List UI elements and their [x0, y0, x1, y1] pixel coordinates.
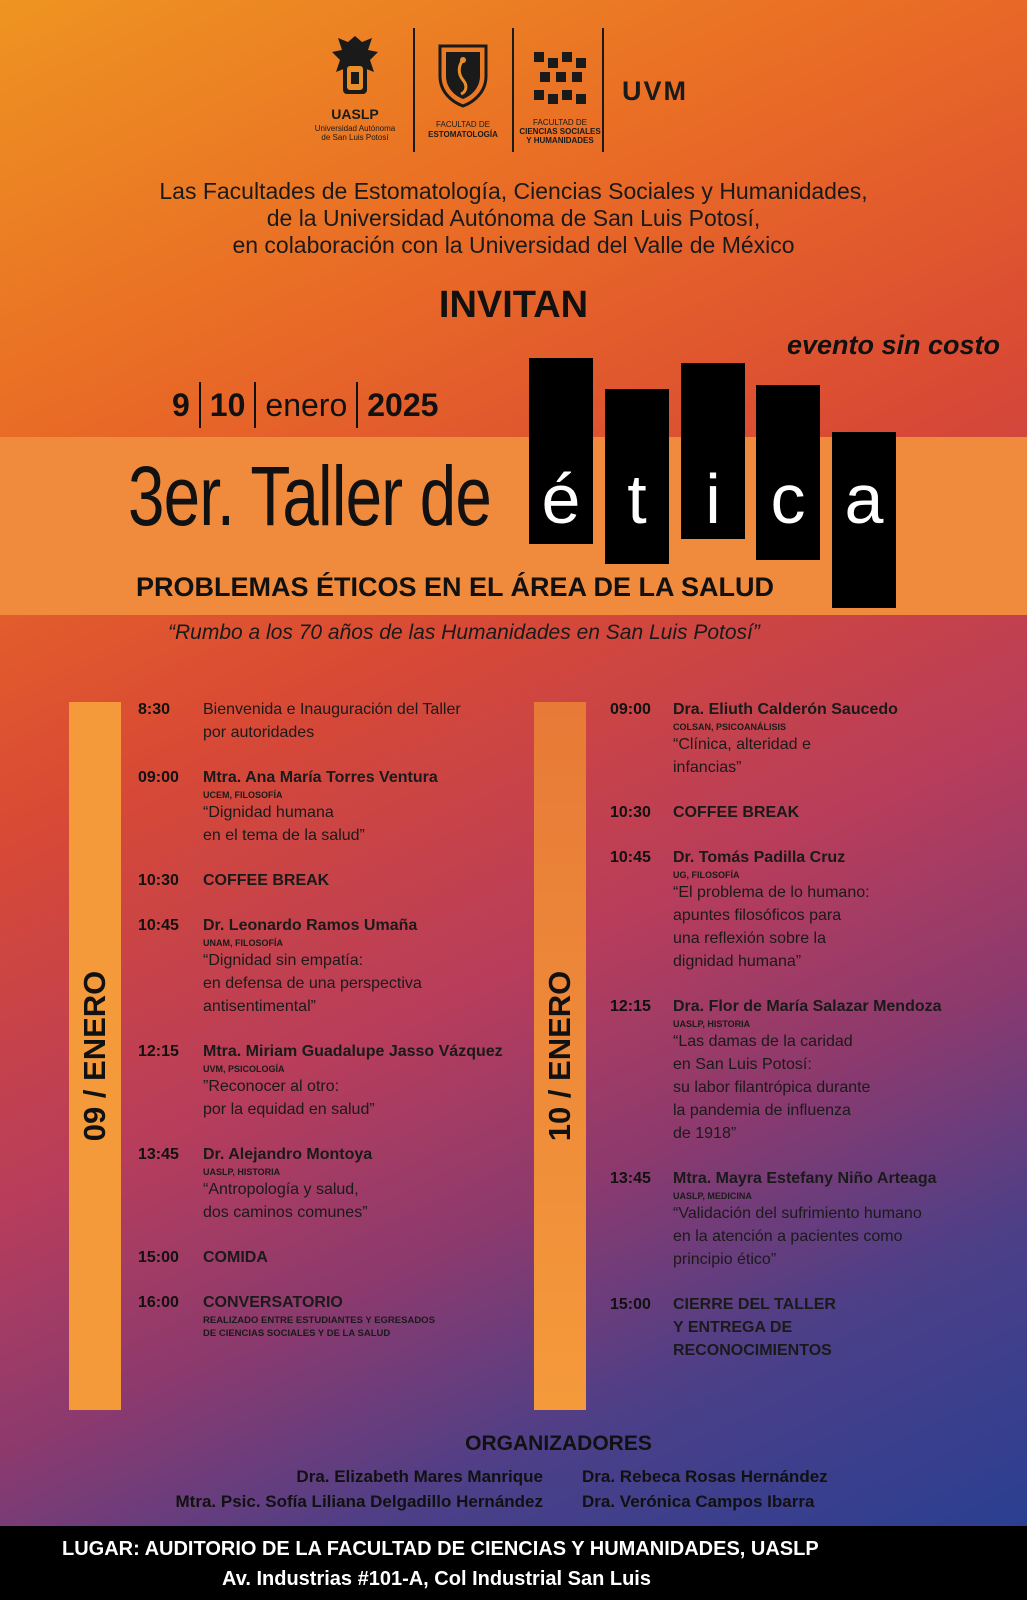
talk-title: la pandemia de influenza — [673, 1102, 851, 1119]
schedule-closing: RECONOCIMIENTOS — [673, 1342, 832, 1359]
uaslp-name: UASLP — [331, 106, 379, 122]
schedule-time: 12:15 — [610, 998, 651, 1015]
logos-row — [0, 24, 1027, 154]
csh-label-3: Y HUMANIDADES — [526, 136, 594, 145]
talk-title: “Clínica, alteridad e — [673, 736, 811, 753]
intro-line-3: en colaboración con la Universidad del Valle de México — [232, 232, 795, 258]
speaker-affiliation: COLSAN, PSICOANÁLISIS — [673, 722, 787, 732]
talk-title: ”Reconocer al otro: — [203, 1078, 340, 1095]
talk-title: en defensa de una perspectiva — [203, 975, 422, 992]
schedule-time: 8:30 — [138, 701, 171, 718]
title-letter-block — [832, 432, 896, 608]
schedule-closing: CIERRE DEL TALLER — [673, 1296, 836, 1313]
csh-label-1: FACULTAD DE — [533, 118, 587, 127]
talk-title: “Las damas de la caridad — [673, 1033, 853, 1050]
uaslp-full-name-2: de San Luis Potosí — [321, 133, 389, 142]
talk-title: en la atención a pacientes como — [673, 1228, 903, 1245]
title-letter-block — [681, 363, 745, 539]
session-note: DE CIENCIAS SOCIALES Y DE LA SALUD — [203, 1328, 391, 1339]
talk-title: “Antropología y salud, — [203, 1181, 359, 1198]
motto: “Rumbo a los 70 años de las Humanidades en San Luis Potosí” — [168, 621, 760, 644]
speaker-affiliation: UG, FILOSOFÍA — [673, 870, 740, 880]
schedule-item — [610, 995, 990, 1145]
title-letter-block — [756, 385, 820, 560]
speaker-affiliation: UASLP, HISTORIA — [673, 1019, 751, 1029]
event-free-note: evento sin costo — [786, 330, 1000, 360]
speaker-name: Dra. Flor de María Salazar Mendoza — [673, 998, 942, 1015]
schedule-item — [138, 869, 528, 892]
talk-title: dignidad humana” — [673, 953, 802, 970]
intro-text — [0, 178, 1027, 259]
day-1-schedule — [138, 698, 528, 1362]
title-letter-block — [529, 358, 593, 544]
schedule-time: 13:45 — [610, 1170, 651, 1187]
logo-divider — [602, 28, 604, 152]
schedule-time: 09:00 — [138, 769, 179, 786]
date-day-1: 9 — [172, 386, 190, 423]
schedule-item — [138, 698, 528, 744]
day-1-bar — [69, 702, 121, 1410]
talk-title: de 1918” — [673, 1125, 737, 1142]
estomatologia-seal-icon — [436, 42, 490, 108]
title-letter: é — [541, 460, 581, 538]
schedule-text: por autoridades — [203, 724, 315, 741]
intro-line-1: Las Facultades de Estomatología, Ciencias Sociales y Humanidades, — [159, 178, 868, 204]
schedule-item — [138, 1291, 528, 1340]
estomatologia-label-1: FACULTAD DE — [436, 120, 490, 129]
talk-title: en San Luis Potosí: — [673, 1056, 812, 1073]
estomatologia-label-2: ESTOMATOLOGÍA — [428, 130, 498, 139]
logo-divider — [512, 28, 514, 152]
schedule-time: 16:00 — [138, 1294, 179, 1311]
schedule-break: COFFEE BREAK — [673, 804, 800, 821]
date-month: enero — [265, 386, 348, 423]
organizer-name: Dra. Verónica Campos Ibarra — [582, 1492, 815, 1511]
talk-title: dos caminos comunes” — [203, 1204, 368, 1221]
title-letter: t — [627, 460, 647, 538]
schedule-break: COFFEE BREAK — [203, 872, 330, 889]
title-prefix: 3er. Taller de — [128, 449, 492, 543]
schedule-item — [138, 914, 528, 1018]
csh-label-2: CIENCIAS SOCIALES — [519, 127, 601, 136]
talk-title: “Dignidad humana — [203, 804, 334, 821]
uaslp-full-name-1: Universidad Autónoma — [314, 124, 396, 133]
schedule-item — [610, 801, 990, 824]
schedule-item — [610, 1293, 990, 1362]
speaker-name: Dra. Eliuth Calderón Saucedo — [673, 701, 898, 718]
intro-line-2: de la Universidad Autónoma de San Luis Potosí, — [266, 205, 761, 231]
logo-divider — [413, 28, 415, 152]
talk-title: “El problema de lo humano: — [673, 884, 870, 901]
schedule-time: 15:00 — [138, 1249, 179, 1266]
uvm-logo: UVM — [622, 76, 688, 106]
schedule-item — [138, 1246, 528, 1269]
schedule-item — [138, 1143, 528, 1224]
schedule-item — [610, 846, 990, 973]
speaker-affiliation: UASLP, HISTORIA — [203, 1167, 281, 1177]
organizer-name: Dra. Rebeca Rosas Hernández — [582, 1467, 828, 1486]
speaker-name: Mtra. Miriam Guadalupe Jasso Vázquez — [203, 1043, 503, 1060]
date-day-2: 10 — [209, 386, 246, 423]
subtitle: PROBLEMAS ÉTICOS EN EL ÁREA DE LA SALUD — [136, 572, 775, 602]
talk-title: principio ético” — [673, 1251, 777, 1268]
talk-title: antisentimental” — [203, 998, 316, 1015]
day-2-bar — [534, 702, 586, 1410]
speaker-affiliation: UCEM, FILOSOFÍA — [203, 790, 283, 800]
talk-title: “Validación del sufrimiento humano — [673, 1205, 922, 1222]
speaker-name: Dr. Tomás Padilla Cruz — [673, 849, 846, 866]
organizers-heading: ORGANIZADORES — [465, 1432, 652, 1455]
session-note: REALIZADO ENTRE ESTUDIANTES Y EGRESADOS — [203, 1315, 435, 1326]
day-2-label: 10 / ENERO — [542, 970, 577, 1142]
schedule-time: 13:45 — [138, 1146, 179, 1163]
schedule-time: 10:30 — [610, 804, 651, 821]
schedule-item — [138, 766, 528, 847]
venue-name: LUGAR: AUDITORIO DE LA FACULTAD DE CIENCIAS Y HUMANIDADES, UASLP — [62, 1538, 819, 1560]
uaslp-crest-icon — [326, 32, 384, 104]
event-dates — [172, 382, 447, 428]
talk-title: una reflexión sobre la — [673, 930, 826, 947]
title-letter: a — [844, 460, 884, 538]
talk-title: su labor filantrópica durante — [673, 1079, 871, 1096]
speaker-name: Dr. Alejandro Montoya — [203, 1146, 373, 1163]
schedule-closing: Y ENTREGA DE — [673, 1319, 793, 1336]
ciencias-sociales-symbol-icon — [532, 50, 588, 106]
schedule-item — [138, 1040, 528, 1121]
schedule-time: 12:15 — [138, 1043, 179, 1060]
speaker-affiliation: UASLP, MEDICINA — [673, 1191, 752, 1201]
invitan-heading: INVITAN — [438, 284, 589, 326]
schedule-time: 10:45 — [610, 849, 651, 866]
schedule-time: 10:45 — [138, 917, 179, 934]
schedule-break: COMIDA — [203, 1249, 268, 1266]
day-1-label: 09 / ENERO — [77, 970, 112, 1142]
speaker-affiliation: UVM, PSICOLOGÍA — [203, 1064, 285, 1074]
venue-address: Av. Industrias #101-A, Col Industrial San Luis — [222, 1568, 651, 1590]
speaker-name: Mtra. Ana María Torres Ventura — [203, 769, 438, 786]
organizer-name: Dra. Elizabeth Mares Manrique — [296, 1467, 543, 1486]
schedule-text: Bienvenida e Inauguración del Taller — [203, 701, 461, 718]
speaker-affiliation: UNAM, FILOSOFÍA — [203, 938, 283, 948]
schedule-time: 15:00 — [610, 1296, 651, 1313]
speaker-name: Dr. Leonardo Ramos Umaña — [203, 917, 418, 934]
venue-footer — [0, 1526, 1027, 1600]
date-year: 2025 — [367, 386, 439, 423]
speaker-name: Mtra. Mayra Estefany Niño Arteaga — [673, 1170, 937, 1187]
schedule-item — [610, 698, 990, 779]
talk-title: por la equidad en salud” — [203, 1101, 375, 1118]
day-2-schedule — [610, 698, 990, 1384]
title-letter: i — [705, 460, 721, 538]
title-letter-block — [605, 389, 669, 564]
talk-title: en el tema de la salud” — [203, 827, 365, 844]
title-letter: c — [770, 460, 806, 538]
schedule-time: 09:00 — [610, 701, 651, 718]
schedule-session: CONVERSATORIO — [203, 1294, 343, 1311]
talk-title: “Dignidad sin empatía: — [203, 952, 364, 969]
schedule-time: 10:30 — [138, 872, 179, 889]
talk-title: apuntes filosóficos para — [673, 907, 842, 924]
organizers-left — [176, 1464, 543, 1514]
schedule-item — [610, 1167, 990, 1271]
organizer-name: Mtra. Psic. Sofía Liliana Delgadillo Hernández — [175, 1492, 543, 1511]
organizers-right — [582, 1464, 828, 1514]
talk-title: infancias” — [673, 759, 742, 776]
